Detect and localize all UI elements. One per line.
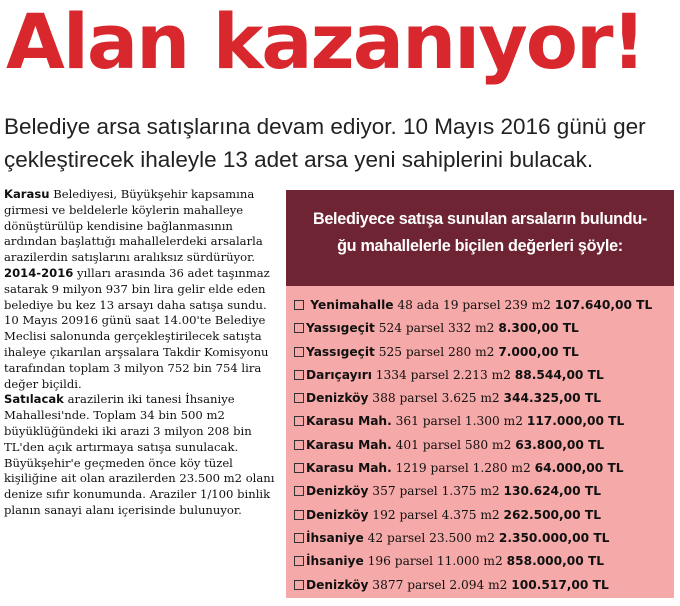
list-item: Denizköy 388 parsel 3.625 m2 344.325,00 TL <box>294 387 670 410</box>
checkbox-square-icon <box>294 323 304 333</box>
checkbox-square-icon <box>294 370 304 380</box>
list-item: Yenimahalle 48 ada 19 parsel 239 m2 107.640,00 TL <box>294 294 670 317</box>
paragraph-2-text: yılları arasında 36 adet taşınmaz satarak 9 milyon 937 bin lira gelir elde eden belediye bu kez 13 arsayı daha satışa sundu. 10 Mayıs 20916 günü saat 14.00'te Belediye Meclisi salonunda gerçekleştirilecek satışta ihaleye çıkarılan arşsalara Takdir Komisyonu tarafından toplam 3 milyon 752 bin 754 lira değer biçildi. <box>4 265 270 391</box>
article-body <box>4 187 278 519</box>
list-item: Karasu Mah. 401 parsel 580 m2 63.800,00 TL <box>294 434 670 457</box>
checkbox-square-icon <box>294 486 304 496</box>
box-title <box>286 190 674 286</box>
list-item: Yassıgeçit 524 parsel 332 m2 8.300,00 TL <box>294 317 670 340</box>
list-item: İhsaniye 42 parsel 23.500 m2 2.350.000,00 TL <box>294 527 670 550</box>
lead-line-2: çekleştirecek ihaleyle 13 adet arsa yeni sahiplerini bulacak. <box>4 147 594 172</box>
lead-paragraph <box>4 110 680 176</box>
list-item: Karasu Mah. 1219 parsel 1.280 m2 64.000,00 TL <box>294 457 670 480</box>
checkbox-square-icon <box>294 347 304 357</box>
list-item: İhsaniye 196 parsel 11.000 m2 858.000,00 TL <box>294 550 670 573</box>
checkbox-square-icon <box>294 463 304 473</box>
checkbox-square-icon <box>294 533 304 543</box>
box-title-line-1: Belediyece satışa sunulan arsaların bulundu- <box>312 210 648 228</box>
list-item: Denizköy 192 parsel 4.375 m2 262.500,00 TL <box>294 504 670 527</box>
list-item: Darıçayırı 1334 parsel 2.213 m2 88.544,00 TL <box>294 364 670 387</box>
list-item: Karasu Mah. 361 parsel 1.300 m2 117.000,00 TL <box>294 410 670 433</box>
body-paragraph-1 <box>4 187 278 266</box>
headline: Alan kazanıyor! <box>6 0 645 86</box>
list-item: Yassıgeçit 525 parsel 280 m2 7.000,00 TL <box>294 341 670 364</box>
paragraph-3-lead: Satılacak <box>4 392 64 407</box>
checkbox-square-icon <box>294 556 304 566</box>
body-paragraph-2 <box>4 266 278 392</box>
box-title-line-2: ğu mahallelerle biçilen değerleri şöyle: <box>337 237 623 255</box>
lead-line-1: Belediye arsa satışlarına devam ediyor. 10 Mayıs 2016 günü ger <box>4 114 646 139</box>
checkbox-square-icon <box>294 510 304 520</box>
land-list-box <box>286 190 674 598</box>
land-list <box>294 294 670 597</box>
list-item: Denizköy 357 parsel 1.375 m2 130.624,00 TL <box>294 480 670 503</box>
checkbox-square-icon <box>294 416 304 426</box>
checkbox-square-icon <box>294 393 304 403</box>
paragraph-1-text: Belediyesi, Büyükşehir kapsamına girmesi ve beldelerle köylerin mahalleye dönüştürülüp kendisine bağlanmasının ardından başlattığı mahallelerdeki arsalarla arazilerdin satışlarını aralıksız sürdürüyor. <box>4 187 263 265</box>
paragraph-1-lead: Karasu <box>4 187 50 201</box>
checkbox-square-icon <box>294 300 304 310</box>
checkbox-square-icon <box>294 580 304 590</box>
paragraph-3-text: arazilerin iki tanesi İhsaniye Mahallesi'nde. Toplam 34 bin 500 m2 büyüklüğündeki iki arazi 3 milyon 208 bin TL'den açık artırmaya satışa sunulacak. Büyükşehir'e geçmeden önce köy tüzel kişiliğine ait olan arazilerden 23.500 m2 olanı denize sıfır konumunda. Araziler 1/100 binlik planın sanayi alanı içerisinde bulunuyor. <box>4 392 275 517</box>
paragraph-2-lead: 2014-2016 <box>4 265 74 280</box>
checkbox-square-icon <box>294 440 304 450</box>
body-paragraph-3 <box>4 392 278 518</box>
list-item: Denizköy 3877 parsel 2.094 m2 100.517,00 TL <box>294 574 670 597</box>
